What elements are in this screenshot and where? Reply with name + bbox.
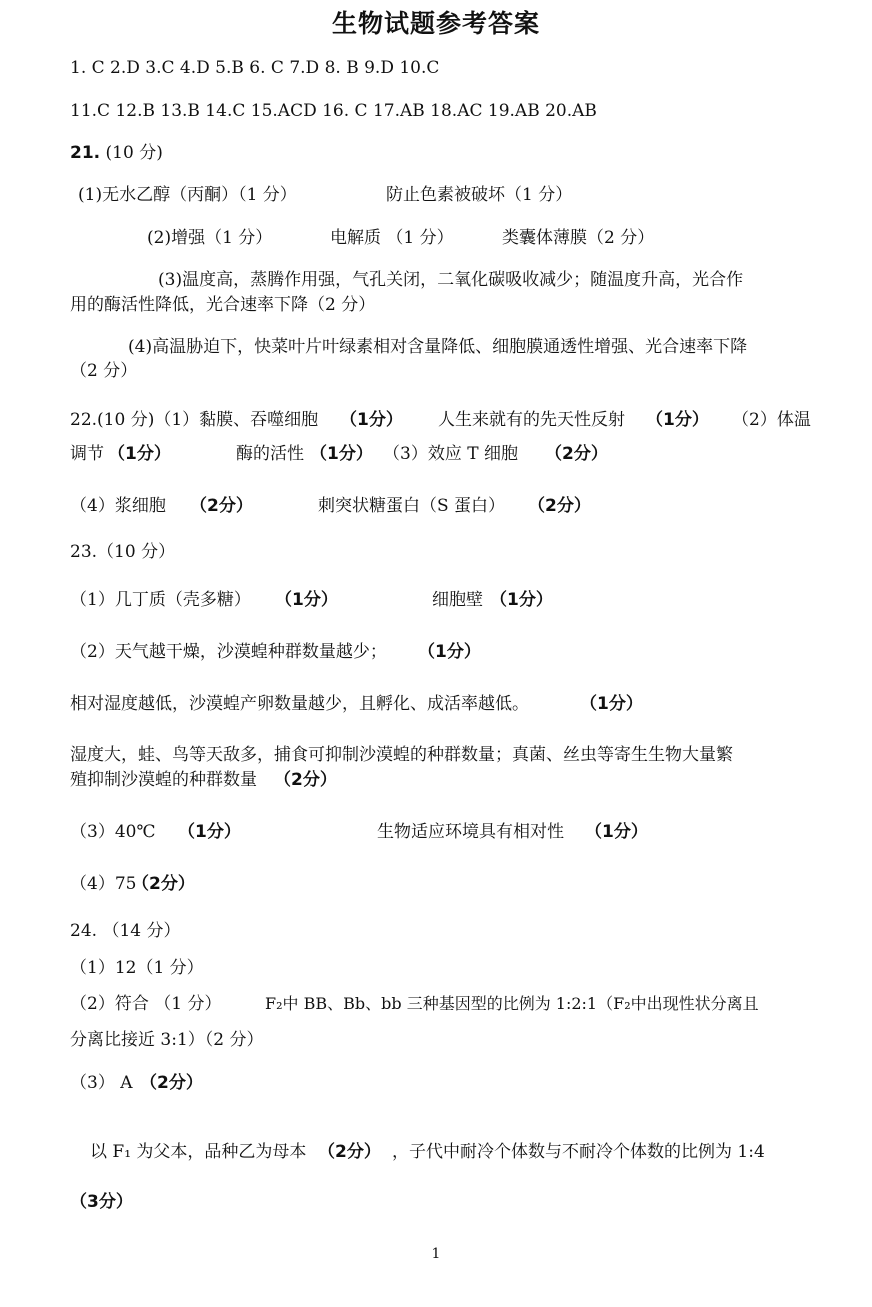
q23-line4: 湿度大，蛙、鸟等天敌多，捕食可抑制沙漠蝗的种群数量；真菌、丝虫等寄生生物大量繁 xyxy=(70,745,733,765)
q24-heading: 24. （14 分） xyxy=(70,921,181,941)
q23-line7-a: （4）75 xyxy=(70,874,137,894)
q21-number: 21. xyxy=(70,143,101,163)
q23-line5-a: 殖抑制沙漠蝗的种群数量 xyxy=(70,770,257,790)
q21-part4-line2: （2 分） xyxy=(70,361,138,381)
q22-line3-score-b: （2分） xyxy=(528,496,591,516)
q23-line1-a: （1）几丁质（壳多糖） xyxy=(70,590,251,610)
q23-heading: 23.（10 分） xyxy=(70,542,176,562)
answers-row-1: 1. C 2.D 3.C 4.D 5.B 6. C 7.D 8. B 9.D 10.C xyxy=(70,58,440,78)
q24-line3: 分离比接近 3:1）（2 分） xyxy=(70,1030,264,1050)
q23-line6-c: 生物适应环境具有相对性 xyxy=(377,822,564,842)
q23-line6-score-b: （1分） xyxy=(585,822,648,842)
q21-score: (10 分) xyxy=(105,143,163,163)
q21-part1-answer-a: (1)无水乙醇（丙酮）（1 分） xyxy=(78,185,297,205)
q22-line1-c: 人生来就有的先天性反射 xyxy=(438,410,625,430)
q22-line1-e: （2）体温 xyxy=(732,410,811,430)
q21-part1-answer-b: 防止色素被破坏（1 分） xyxy=(386,185,573,205)
q21-heading xyxy=(70,143,163,163)
q22-line2-e: （3）效应 T 细胞 xyxy=(383,444,518,464)
q21-part2-answer-b: 电解质 （1 分） xyxy=(330,228,454,248)
answers-row-2: 11.C 12.B 13.B 14.C 15.ACD 16. C 17.AB 18.AC 19.AB 20.AB xyxy=(70,101,597,121)
q22-line2-score-a: （1分） xyxy=(108,444,171,464)
page-title: 生物试题参考答案 xyxy=(331,9,540,38)
q22-line2-c: 酶的活性 xyxy=(236,444,304,464)
q23-line3-a: 相对湿度越低，沙漠蝗产卵数量越少，且孵化、成活率越低。 xyxy=(70,694,529,714)
q22-line3-a: （4）浆细胞 xyxy=(70,496,166,516)
q23-line2-score: （1分） xyxy=(418,642,481,662)
q22-line2-a: 调节 xyxy=(70,444,104,464)
q22-line1-score-b: （1分） xyxy=(646,410,709,430)
q24-line5-score: （2分） xyxy=(318,1142,381,1162)
q24-line6-score: （3分） xyxy=(70,1192,133,1212)
q23-line5-score: （2分） xyxy=(274,770,337,790)
q23-line6-score-a: （1分） xyxy=(178,822,241,842)
q24-line2-a: （2）符合 （1 分） xyxy=(70,994,222,1014)
q21-part2-answer-c: 类囊体薄膜（2 分） xyxy=(502,228,655,248)
q23-line1-c: 细胞壁 xyxy=(432,590,483,610)
q22-line2-score-b: （1分） xyxy=(310,444,373,464)
q23-line6-a: （3）40℃ xyxy=(70,822,156,842)
q22-line3-score-a: （2分） xyxy=(190,496,253,516)
q23-line1-score-a: （1分） xyxy=(275,590,338,610)
q21-part3-line2: 用的酶活性降低，光合速率下降（2 分） xyxy=(70,295,376,315)
q23-line1-score-b: （1分） xyxy=(490,590,553,610)
q24-line4-a: （3） A xyxy=(70,1073,133,1093)
q21-part4-line1: (4)高温胁迫下，快菜叶片叶绿素相对含量降低、细胞膜通透性增强、光合速率下降 xyxy=(128,337,748,357)
q24-line2-b: F₂中 BB、Bb、bb 三种基因型的比例为 1:2:1（F₂中出现性状分离且 xyxy=(265,994,759,1013)
page-number: 1 xyxy=(431,1246,441,1262)
q24-line4-score: （2分） xyxy=(140,1073,203,1093)
q22-line2-score-c: （2分） xyxy=(545,444,608,464)
q24-line5-c: ，子代中耐冷个体数与不耐冷个体数的比例为 1:4 xyxy=(392,1142,765,1162)
q23-line3-score: （1分） xyxy=(580,694,643,714)
q21-part2-answer-a: (2)增强（1 分） xyxy=(147,228,273,248)
q22-line3-c: 刺突状糖蛋白（S 蛋白） xyxy=(318,496,506,516)
q23-line2-a: （2）天气越干燥，沙漠蝗种群数量越少； xyxy=(70,642,387,662)
q22-line1-a: 22.(10 分)（1）黏膜、吞噬细胞 xyxy=(70,410,319,430)
q23-line7-score: （2分） xyxy=(132,874,195,894)
q21-part3-line1: (3)温度高，蒸腾作用强，气孔关闭，二氧化碳吸收减少；随温度升高，光合作 xyxy=(158,270,744,290)
q24-line1: （1）12（1 分） xyxy=(70,958,204,978)
q24-line5-a: 以 F₁ 为父本，品种乙为母本 xyxy=(90,1142,307,1162)
q22-line1-score-a: （1分） xyxy=(340,410,403,430)
